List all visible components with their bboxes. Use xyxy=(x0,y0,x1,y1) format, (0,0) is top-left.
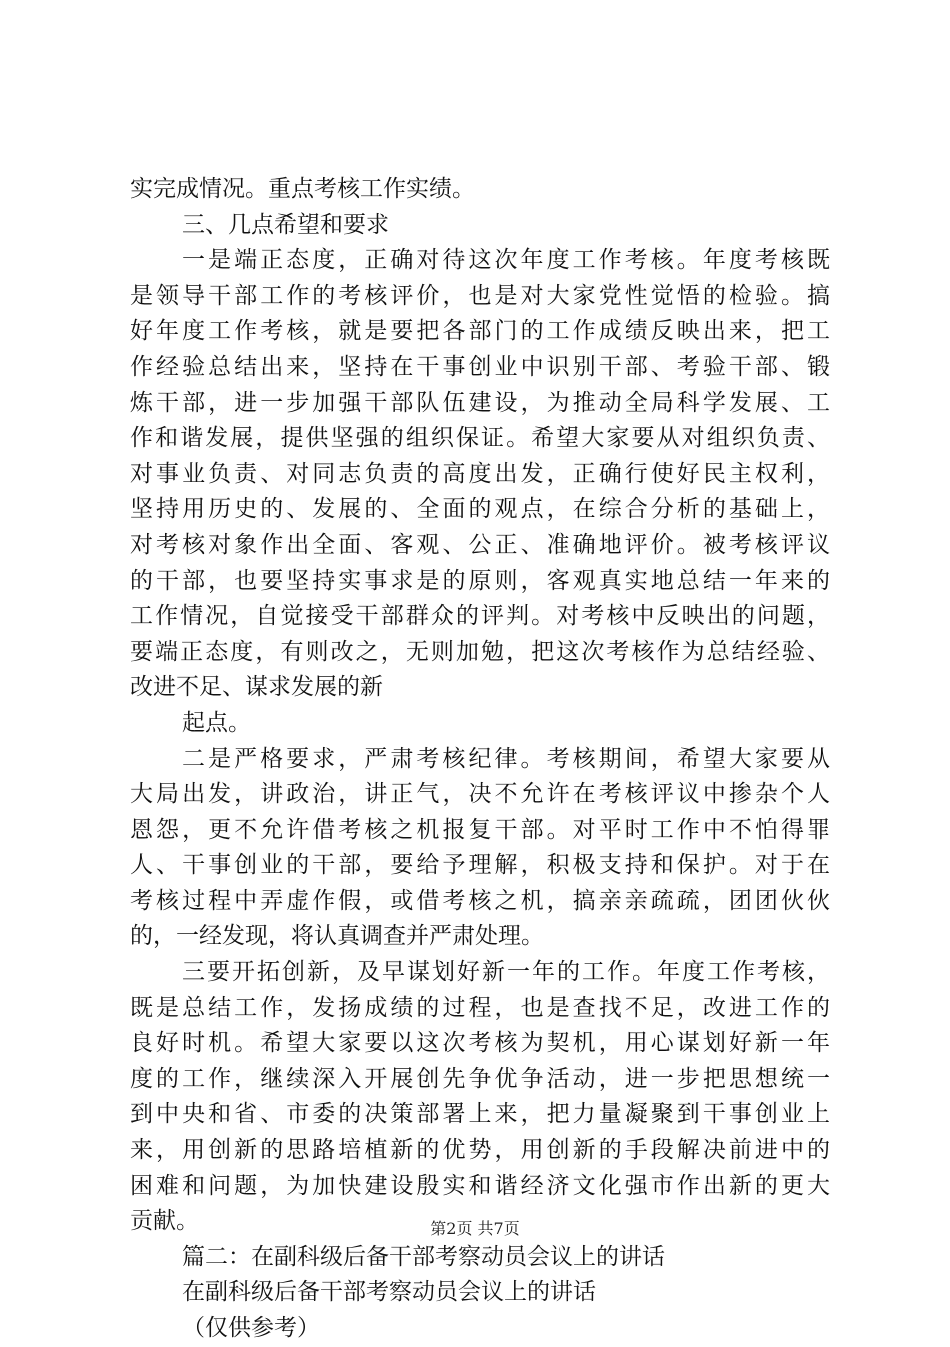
text-line: 要端正态度，有则改之，无则加勉，把这次考核作为总结经验、 xyxy=(130,638,830,665)
text-line: 恩怨，更不允许借考核之机报复干部。对平时工作中不怕得罪 xyxy=(130,816,830,843)
text-line: 二是严格要求，严肃考核纪律。考核期间，希望大家要从 xyxy=(182,745,830,772)
text-line: 既是总结工作，发扬成绩的过程，也是查找不足，改进工作的 xyxy=(130,994,830,1021)
text-line: 考核过程中弄虚作假，或借考核之机，搞亲亲疏疏，团团伙伙 xyxy=(130,887,830,914)
text-line: 工作情况，自觉接受干部群众的评判。对考核中反映出的问题， xyxy=(130,603,830,630)
text-line: 三、几点希望和要求 xyxy=(182,211,389,238)
text-line: 对考核对象作出全面、客观、公正、准确地评价。被考核评议 xyxy=(130,531,830,558)
text-line: 良好时机。希望大家要以这次考核为契机，用心谋划好新一年 xyxy=(130,1030,830,1057)
text-line: 对事业负责、对同志负责的高度出发，正确行使好民主权利， xyxy=(130,460,830,487)
text-line: 的干部，也要坚持实事求是的原则，客观真实地总结一年来的 xyxy=(130,567,830,594)
text-line: 作和谐发展，提供坚强的组织保证。希望大家要从对组织负责、 xyxy=(130,425,830,452)
text-line: 是领导干部工作的考核评价，也是对大家党性觉悟的检验。搞 xyxy=(130,282,830,309)
text-line: 度的工作，继续深入开展创先争优争活动，进一步把思想统一 xyxy=(130,1065,830,1092)
page-footer: 第2页 共7页 xyxy=(430,1219,520,1238)
text-line: 好年度工作考核，就是要把各部门的工作成绩反映出来，把工 xyxy=(130,318,830,345)
text-line: 大局出发，讲政治，讲正气，决不允许在考核评议中掺杂个人 xyxy=(130,781,830,808)
text-line: 来，用创新的思路培植新的优势，用创新的手段解决前进中的 xyxy=(130,1137,830,1164)
text-line: 一是端正态度，正确对待这次年度工作考核。年度考核既 xyxy=(182,247,830,274)
text-line: 人、干事创业的干部，要给予理解，积极支持和保护。对于在 xyxy=(130,852,830,879)
text-line: 起点。 xyxy=(182,709,251,736)
text-line: 三要开拓创新，及早谋划好新一年的工作。年度工作考核， xyxy=(182,959,830,986)
text-line: 改进不足、谋求发展的新 xyxy=(130,674,383,701)
text-line: 坚持用历史的、发展的、全面的观点，在综合分析的基础上， xyxy=(130,496,830,523)
text-line: 炼干部，进一步加强干部队伍建设，为推动全局科学发展、工 xyxy=(130,389,830,416)
text-line: 作经验总结出来，坚持在干事创业中识别干部、考验干部、锻 xyxy=(130,353,830,380)
text-line: 实完成情况。重点考核工作实绩。 xyxy=(130,176,475,202)
text-line: （仅供参考） xyxy=(182,1315,320,1341)
text-line: 的，一经发现，将认真调查并严肃处理。 xyxy=(130,923,544,950)
text-line: 困难和问题，为加快建设殷实和谐经济文化强市作出新的更大 xyxy=(130,1172,830,1199)
text-line: 在副科级后备干部考察动员会议上的讲话 xyxy=(182,1279,596,1306)
text-line: 到中央和省、市委的决策部署上来，把力量凝聚到干事创业上 xyxy=(130,1101,830,1128)
text-line: 篇二：在副科级后备干部考察动员会议上的讲话 xyxy=(182,1243,665,1270)
document-body xyxy=(130,172,830,1347)
text-line: 贡献。 xyxy=(130,1208,199,1235)
